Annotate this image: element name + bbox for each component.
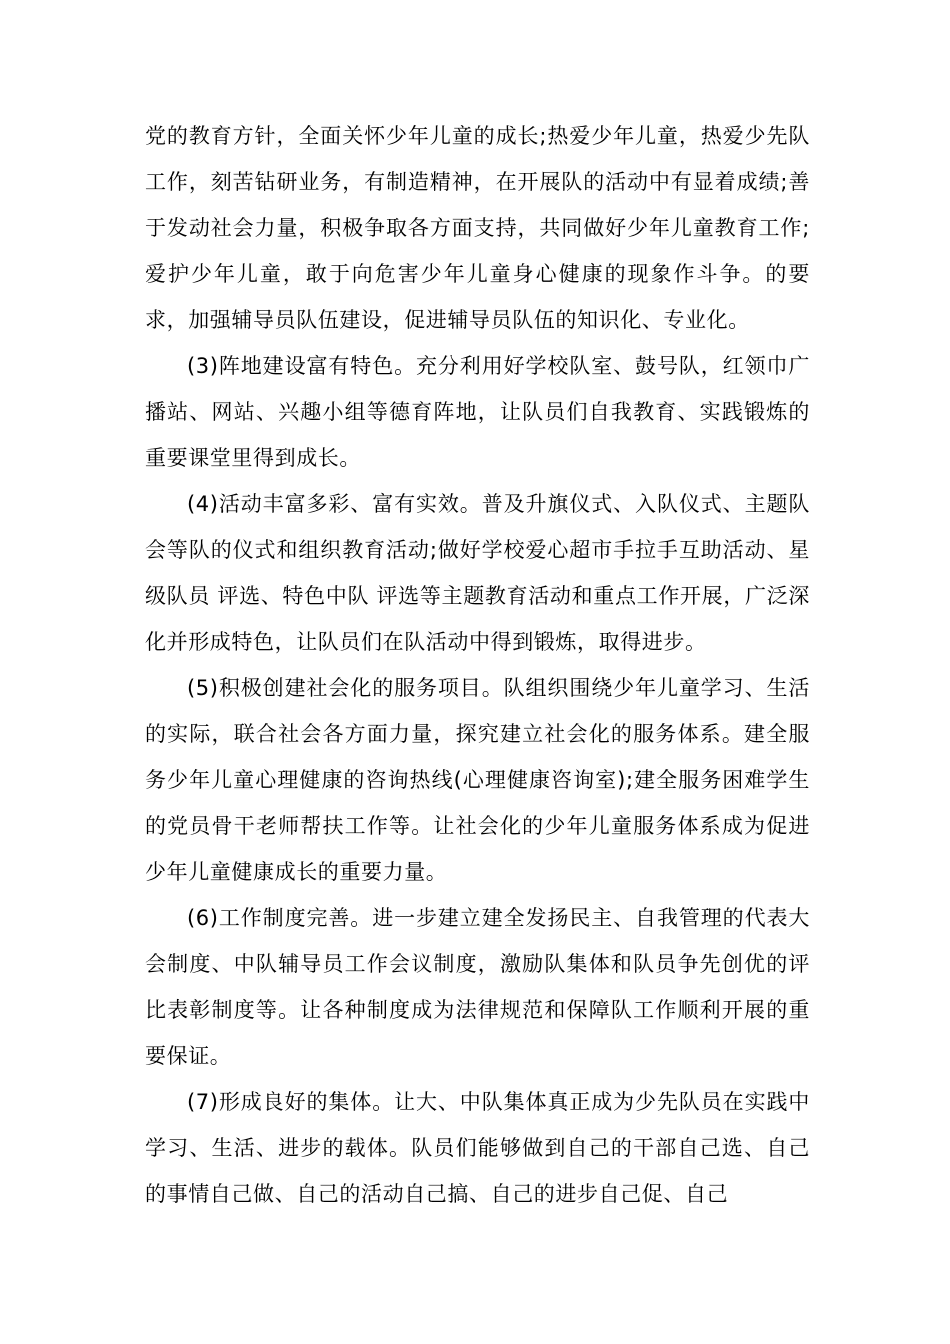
document-body (145, 113, 810, 1217)
paragraph-7-good-collective: (7)形成良好的集体。让大、中队集体真正成为少先队员在实践中学习、生活、进步的载体。队员们能够做到自己的干部自己选、自己的事情自己做、自己的活动自己搞、自己的进步自己促、自己 (145, 1090, 810, 1206)
paragraph-3-position-building: (3)阵地建设富有特色。充分利用好学校队室、鼓号队，红领巾广播站、网站、兴趣小组等德育阵地，让队员们自我教育、实践锻炼的重要课堂里得到成长。 (145, 354, 810, 470)
paragraph-6-work-system: (6)工作制度完善。进一步建立建全发扬民主、自我管理的代表大会制度、中队辅导员工作会议制度，激励队集体和队员争先创优的评比表彰制度等。让各种制度成为法律规范和保障队工作顺利开展的重要保证。 (145, 906, 810, 1068)
paragraph-4-activities: (4)活动丰富多彩、富有实效。普及升旗仪式、入队仪式、主题队会等队的仪式和组织教育活动;做好学校爱心超市手拉手互助活动、星级队员 评选、特色中队 评选等主题教育活动和重点工作开展，广泛深化并形成特色，让队员们在队活动中得到锻炼，取得进步。 (145, 492, 810, 654)
paragraph-continuation: 党的教育方针，全面关怀少年儿童的成长;热爱少年儿童，热爱少先队工作，刻苦钻研业务，有制造精神，在开展队的活动中有显着成绩;善于发动社会力量，积极争取各方面支持，共同做好少年儿童教育工作;爱护少年儿童，敢于向危害少年儿童身心健康的现象作斗争。的要求，加强辅导员队伍建设，促进辅导员队伍的知识化、专业化。 (145, 124, 810, 332)
paragraph-5-social-services: (5)积极创建社会化的服务项目。队组织围绕少年儿童学习、生活的实际，联合社会各方面力量，探究建立社会化的服务体系。建全服务少年儿童心理健康的咨询热线(心理健康咨询室);建全服务困难学生的党员骨干老师帮扶工作等。让社会化的少年儿童服务体系成为促进少年儿童健康成长的重要力量。 (145, 676, 810, 884)
